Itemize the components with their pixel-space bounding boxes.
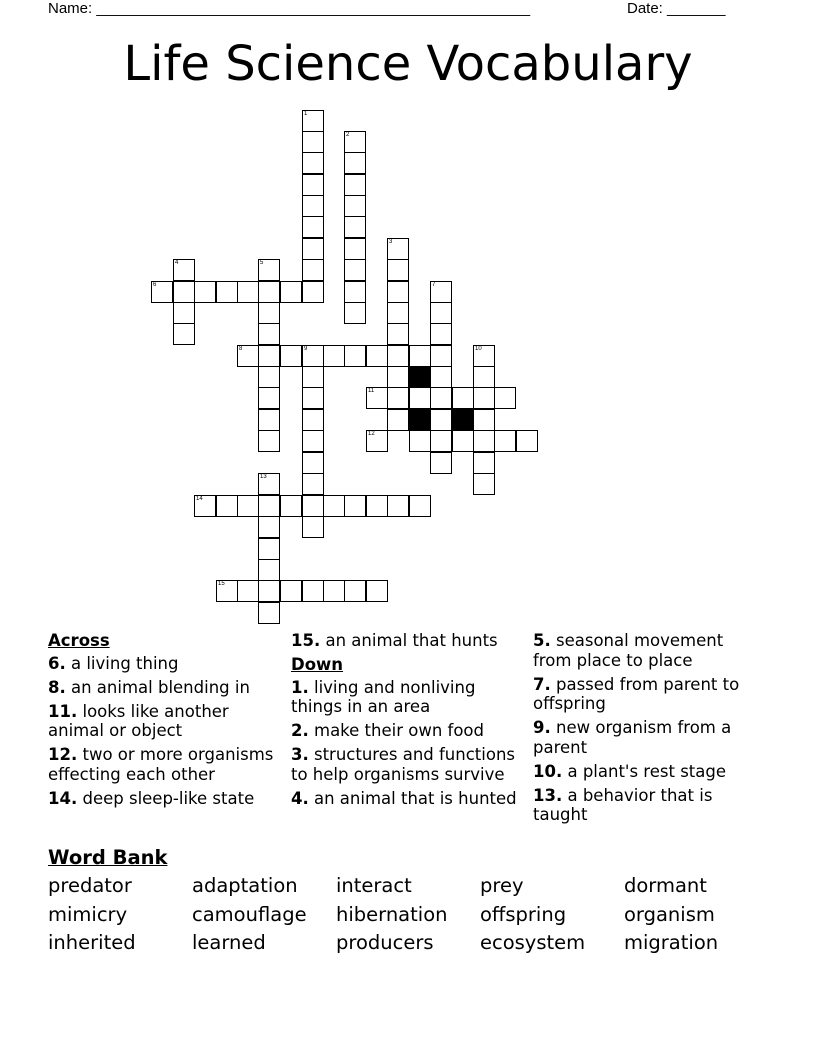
grid-cell[interactable]	[258, 495, 280, 517]
grid-cell[interactable]	[430, 323, 452, 345]
grid-cell[interactable]	[302, 259, 324, 281]
grid-cell[interactable]	[387, 366, 409, 388]
grid-cell[interactable]	[344, 580, 366, 602]
grid-cell[interactable]	[430, 387, 452, 409]
word-bank-word: organism	[624, 903, 715, 926]
grid-cell[interactable]	[258, 602, 280, 624]
word-bank-word: predator	[48, 874, 132, 897]
clue-number: 12	[368, 431, 375, 437]
grid-cell[interactable]	[344, 195, 366, 217]
clue-number: 5	[260, 260, 264, 266]
grid-cell-black	[409, 409, 431, 431]
grid-cell[interactable]	[258, 516, 280, 538]
grid-cell[interactable]	[409, 387, 431, 409]
grid-cell[interactable]	[280, 580, 302, 602]
grid-cell[interactable]	[430, 345, 452, 367]
word-bank-word: camouflage	[192, 903, 307, 926]
grid-cell[interactable]	[151, 281, 173, 303]
grid-cell[interactable]	[430, 366, 452, 388]
word-bank-word: dormant	[624, 874, 707, 897]
grid-cell[interactable]	[430, 430, 452, 452]
grid-cell[interactable]	[258, 430, 280, 452]
grid-cell[interactable]	[258, 281, 280, 303]
clue-down-10: 10. a plant's rest stage	[533, 761, 726, 781]
grid-cell[interactable]	[258, 473, 280, 495]
grid-cell[interactable]	[258, 559, 280, 581]
grid-cell[interactable]	[194, 281, 216, 303]
grid-cell[interactable]	[344, 152, 366, 174]
clue-down-1: 1. living and nonliving things in an area	[291, 677, 476, 716]
grid-cell[interactable]	[387, 302, 409, 324]
grid-cell[interactable]	[258, 387, 280, 409]
grid-cell[interactable]	[280, 345, 302, 367]
grid-cell[interactable]	[344, 495, 366, 517]
date-field-label: Date: _______	[627, 0, 726, 17]
clue-number: 4	[175, 260, 179, 266]
grid-cell[interactable]	[302, 516, 324, 538]
grid-cell[interactable]	[280, 281, 302, 303]
word-bank-word: ecosystem	[480, 931, 586, 954]
grid-cell[interactable]	[387, 323, 409, 345]
grid-cell[interactable]	[302, 473, 324, 495]
grid-cell[interactable]	[494, 430, 516, 452]
clue-across-12: 12. two or more organisms effecting each other	[48, 745, 274, 784]
grid-cell[interactable]	[452, 430, 474, 452]
grid-cell[interactable]	[302, 131, 324, 153]
grid-cell[interactable]	[452, 387, 474, 409]
word-bank-word: migration	[624, 931, 719, 954]
grid-cell[interactable]	[302, 430, 324, 452]
grid-cell[interactable]	[409, 345, 431, 367]
grid-cell[interactable]	[366, 430, 388, 452]
grid-cell[interactable]	[387, 281, 409, 303]
grid-cell[interactable]	[387, 495, 409, 517]
grid-cell[interactable]	[366, 580, 388, 602]
clue-down-13: 13. a behavior that is taught	[533, 785, 713, 824]
clue-number: 11	[368, 388, 375, 394]
page-title: Life Science Vocabulary	[123, 36, 693, 92]
clue-number: 14	[196, 496, 203, 502]
word-bank-word: adaptation	[192, 874, 298, 897]
clue-number: 3	[389, 239, 393, 245]
clue-down-4: 4. an animal that is hunted	[291, 788, 517, 808]
grid-cell[interactable]	[237, 281, 259, 303]
grid-cell-black	[452, 409, 474, 431]
clues-column-1	[48, 631, 278, 813]
grid-cell[interactable]	[409, 495, 431, 517]
grid-cell[interactable]	[258, 302, 280, 324]
down-heading: Down	[291, 655, 344, 674]
grid-cell[interactable]	[258, 259, 280, 281]
grid-cell[interactable]	[258, 323, 280, 345]
clue-down-5: 5. seasonal movement from place to place	[533, 631, 724, 670]
grid-cell[interactable]	[494, 387, 516, 409]
grid-cell[interactable]	[366, 387, 388, 409]
grid-cell[interactable]	[302, 580, 324, 602]
grid-cell[interactable]	[344, 302, 366, 324]
grid-cell[interactable]	[302, 110, 324, 132]
grid-cell[interactable]	[323, 345, 345, 367]
word-bank-word: hibernation	[336, 903, 448, 926]
grid-cell[interactable]	[280, 495, 302, 517]
grid-cell[interactable]	[302, 452, 324, 474]
grid-cell[interactable]	[344, 238, 366, 260]
clue-number: 7	[432, 282, 436, 288]
grid-cell[interactable]	[258, 345, 280, 367]
grid-cell[interactable]	[302, 195, 324, 217]
grid-cell[interactable]	[323, 495, 345, 517]
clues-column-3	[533, 631, 763, 829]
grid-cell[interactable]	[344, 216, 366, 238]
grid-cell[interactable]	[473, 452, 495, 474]
clue-number: 1	[304, 111, 308, 117]
grid-cell[interactable]	[173, 281, 195, 303]
grid-cell[interactable]	[344, 174, 366, 196]
grid-cell[interactable]	[173, 302, 195, 324]
clue-across-11: 11. looks like another animal or object	[48, 701, 229, 740]
grid-cell[interactable]	[258, 366, 280, 388]
grid-cell[interactable]	[258, 538, 280, 560]
clue-number: 6	[153, 282, 157, 288]
word-bank-title: Word Bank	[48, 846, 168, 869]
grid-cell[interactable]	[473, 409, 495, 431]
grid-cell[interactable]	[473, 366, 495, 388]
clue-across-15: 15. an animal that hunts	[291, 631, 498, 650]
word-bank-word: prey	[480, 874, 524, 897]
grid-cell[interactable]	[430, 302, 452, 324]
grid-cell[interactable]	[173, 259, 195, 281]
clue-number: 15	[218, 581, 225, 587]
grid-cell[interactable]	[387, 409, 409, 431]
grid-cell[interactable]	[473, 473, 495, 495]
grid-cell[interactable]	[409, 430, 431, 452]
grid-cell[interactable]	[237, 580, 259, 602]
grid-cell[interactable]	[387, 259, 409, 281]
grid-cell[interactable]	[473, 387, 495, 409]
clue-down-2: 2. make their own food	[291, 721, 484, 740]
grid-cell[interactable]	[216, 580, 238, 602]
word-bank-word: producers	[336, 931, 434, 954]
grid-cell[interactable]	[387, 387, 409, 409]
grid-cell[interactable]	[237, 495, 259, 517]
grid-cell[interactable]	[302, 409, 324, 431]
grid-cell[interactable]	[366, 345, 388, 367]
clue-number: 9	[304, 346, 308, 352]
clue-down-3: 3. structures and functions to help organisms survive	[291, 745, 515, 784]
grid-cell[interactable]	[516, 430, 538, 452]
clue-across-14: 14. deep sleep-like state	[48, 788, 255, 808]
clue-across-6: 6. a living thing	[48, 653, 179, 673]
grid-cell[interactable]	[430, 452, 452, 474]
grid-cell[interactable]	[216, 281, 238, 303]
grid-cell[interactable]	[302, 152, 324, 174]
clue-number: 10	[475, 346, 482, 352]
grid-cell[interactable]	[344, 259, 366, 281]
grid-cell[interactable]	[387, 238, 409, 260]
clue-down-7: 7. passed from parent to offspring	[533, 674, 740, 713]
clue-down-9: 9. new organism from a parent	[533, 718, 732, 757]
grid-cell[interactable]	[473, 345, 495, 367]
word-bank-word: learned	[192, 931, 266, 954]
grid-cell[interactable]	[302, 345, 324, 367]
grid-cell[interactable]	[344, 345, 366, 367]
clue-number: 8	[239, 346, 243, 352]
across-heading: Across	[48, 631, 110, 650]
grid-cell[interactable]	[366, 495, 388, 517]
word-bank-word: interact	[336, 874, 412, 897]
grid-cell[interactable]	[258, 580, 280, 602]
word-bank-word: mimicry	[48, 903, 128, 926]
grid-cell[interactable]	[302, 216, 324, 238]
grid-cell[interactable]	[302, 174, 324, 196]
name-field-label: Name: ____________________________________________________	[48, 0, 531, 17]
grid-cell[interactable]	[344, 131, 366, 153]
word-bank-word: inherited	[48, 931, 136, 954]
grid-cell[interactable]	[258, 409, 280, 431]
grid-cell[interactable]	[302, 281, 324, 303]
grid-cell[interactable]	[302, 238, 324, 260]
clue-number: 2	[346, 132, 350, 138]
grid-cell[interactable]	[302, 387, 324, 409]
grid-cell[interactable]	[173, 323, 195, 345]
grid-cell[interactable]	[194, 495, 216, 517]
word-bank-word: offspring	[480, 903, 567, 926]
grid-cell[interactable]	[387, 345, 409, 367]
grid-cell[interactable]	[430, 281, 452, 303]
grid-cell[interactable]	[323, 580, 345, 602]
grid-cell[interactable]	[430, 409, 452, 431]
clues-column-2	[291, 631, 521, 813]
grid-cell[interactable]	[302, 366, 324, 388]
clue-across-8: 8. an animal blending in	[48, 677, 250, 697]
grid-cell[interactable]	[216, 495, 238, 517]
grid-cell[interactable]	[473, 430, 495, 452]
grid-cell[interactable]	[302, 495, 324, 517]
grid-cell[interactable]	[237, 345, 259, 367]
clue-number: 13	[260, 474, 267, 480]
grid-cell[interactable]	[344, 281, 366, 303]
grid-cell-black	[409, 366, 431, 388]
